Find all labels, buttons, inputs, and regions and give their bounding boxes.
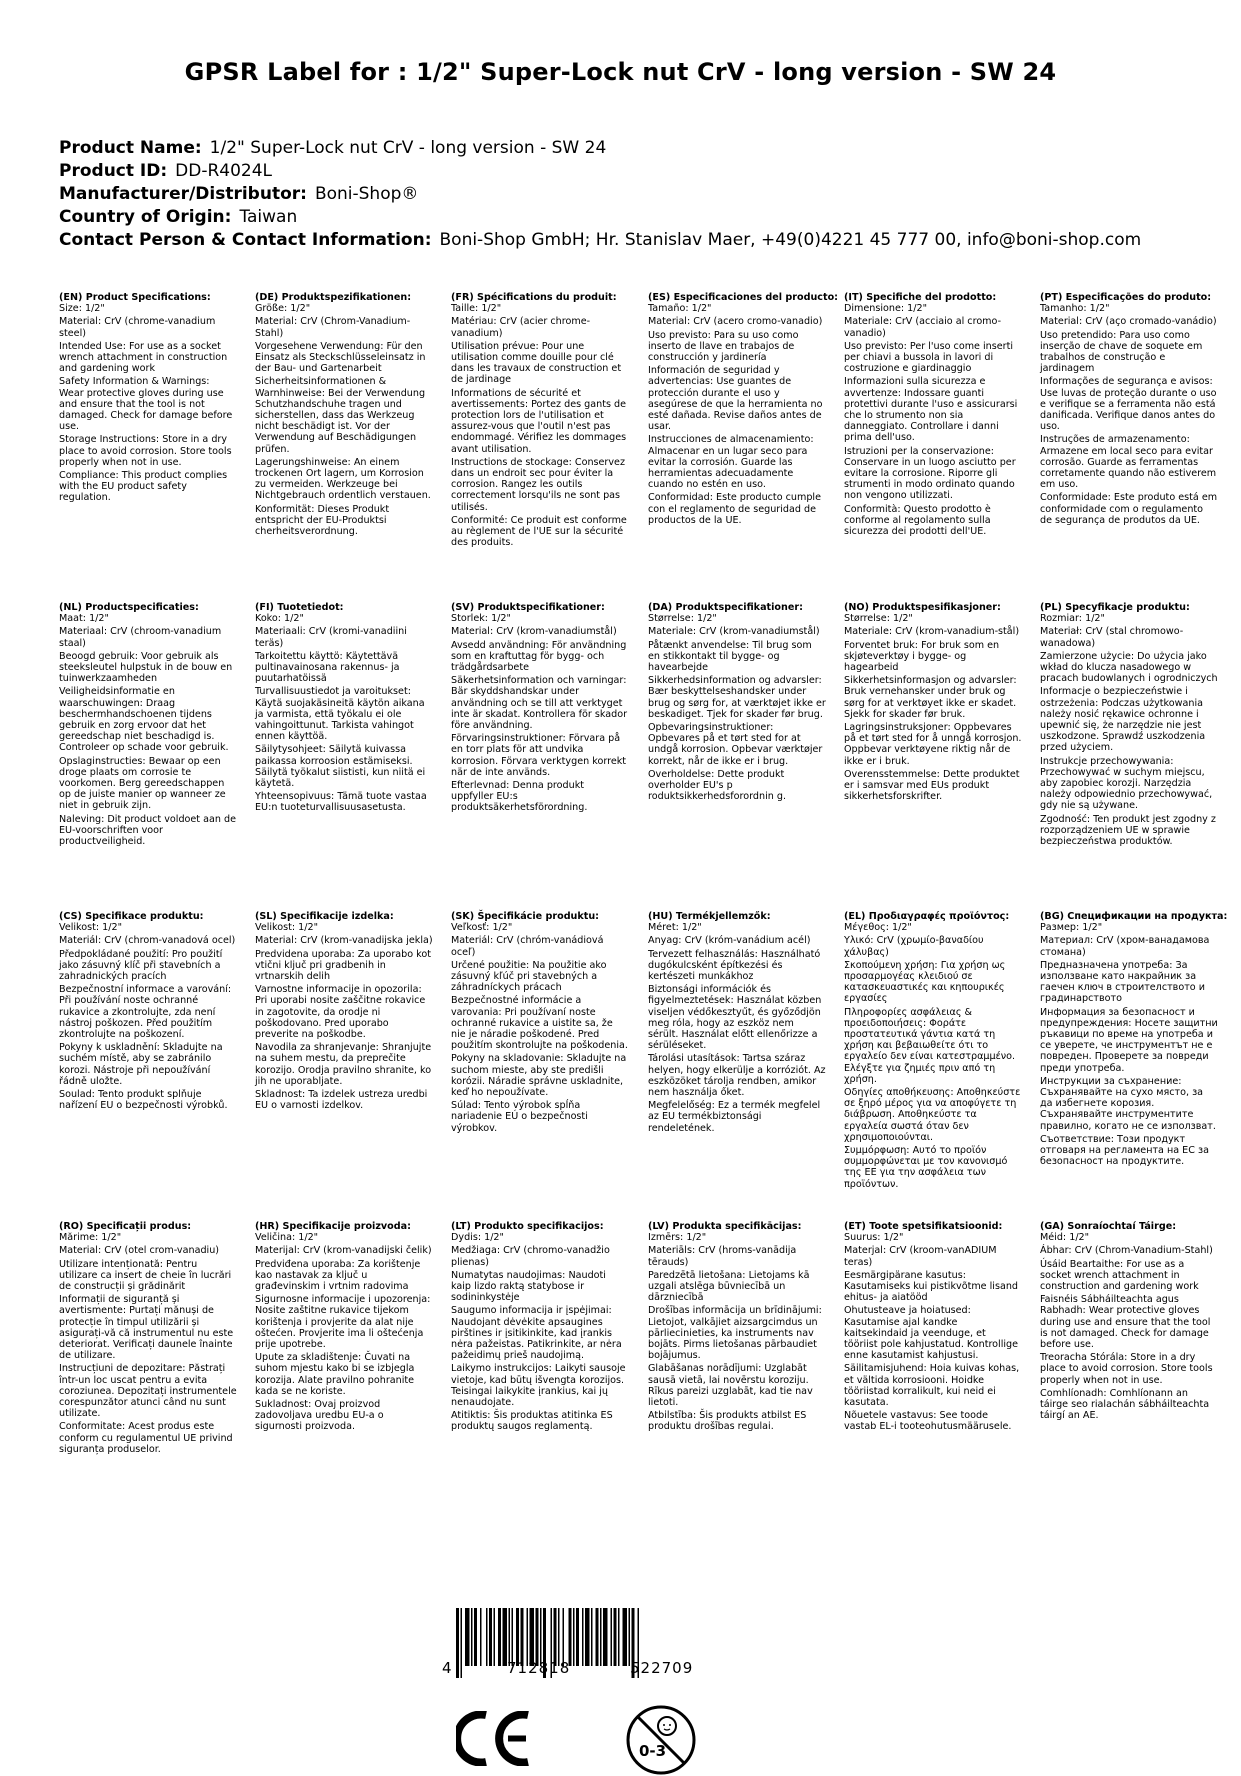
spec-line: Material: CrV (Chrom-Vanadium-Stahl) (255, 316, 411, 339)
spec-line: Intended Use: For use as a socket wrench attachment in construction and gardening work (59, 340, 228, 375)
spec-line: Material: CrV (krom-vanadijska jekla) (255, 935, 433, 947)
spec-line: Predvidena uporaba: Za uporabo kot vtični ključ pri gradbenih in vrtnarskih delih (255, 948, 432, 983)
spec-block (451, 1221, 629, 1435)
barcode-bar (540, 1608, 542, 1666)
barcode-bar (471, 1608, 473, 1666)
barcode-bar (474, 1608, 477, 1666)
spec-line: Suurus: 1/2" (844, 1232, 904, 1244)
spec-line: Instruções de armazenamento: Armazene em local seco para evitar corrosão. Guarde as ferramentas corretamente quando não estiverem em uso. (1040, 434, 1217, 491)
spec-line: Sikkerhetsinformasjon og advarsler: Bruk vernehansker under bruk og sørg for at verktøyet ikke er skadet. Sjekk for skader før bruk. (844, 675, 1017, 720)
product-id-value: DD-R4024L (175, 161, 273, 181)
spec-line: Rozmiar: 1/2" (1040, 613, 1105, 625)
spec-line: Anyag: CrV (króm-vanádium acél) (648, 935, 811, 947)
spec-line: Méret: 1/2" (648, 922, 702, 934)
barcode-bar (486, 1608, 488, 1666)
spec-line: Atitiktis: Šis produktas atitinka ES produktų saugos reglamentą. (451, 1410, 613, 1433)
spec-block-heading: (SK) Špecifikácie produktu: (451, 911, 600, 922)
spec-line: Πληροφορίες ασφάλειας & προειδοποιήσεις: Φοράτε προστατευτικά γάντια κατά τη χρήση και βεβαιωθείτε ότι το εργαλείο δεν είναι κατεστραμμένο. Ελέγξτε για ζημιές πριν από τη χρήση. (844, 1006, 1016, 1085)
spec-block (844, 1221, 1022, 1435)
spec-line: Materiaal: CrV (chroom-vanadium staal) (59, 626, 222, 649)
spec-line: Size: 1/2" (59, 303, 105, 315)
spec-line: Treoracha Stórála: Store in a dry place to avoid corrosion. Store tools properly when not in use. (1040, 1352, 1213, 1386)
spec-line: Säkerhetsinformation och varningar: Bär skyddshandskar under användning och se till att verktyget inte är skadat. Kontrollera för skador före användning. (451, 675, 628, 732)
spec-line: Efterlevnad: Denna produkt uppfyller EU:s produktsäkerhetsförordning. (451, 780, 588, 814)
barcode-bar (603, 1608, 608, 1666)
spec-block (648, 602, 826, 804)
spec-line: Veľkosť: 1/2" (451, 922, 513, 934)
barcode-icon (440, 1606, 760, 1696)
spec-line: Conformitate: Acest produs este conform cu regulamentul UE privind siguranța produselor. (59, 1421, 233, 1455)
spec-line: Informații de siguranță și avertismente: Purtați mănuși de protecție în timpul utilizării și asigurați-vă că instrumentul nu este deteriorat. Verificați daunele înainte de utilizare. (59, 1294, 234, 1362)
barcode-bar (554, 1608, 557, 1666)
spec-line: Beoogd gebruik: Voor gebruik als steeksleutel hulpstuk in de bouw en tuinwerkzaamheden (59, 650, 233, 685)
spec-block (255, 292, 433, 539)
country-value: Taiwan (239, 207, 298, 227)
spec-block (648, 1221, 826, 1435)
spec-block-heading: (DE) Produktspezifikationen: (255, 292, 412, 303)
spec-block (844, 602, 1022, 804)
barcode-bar (611, 1608, 613, 1666)
spec-block (844, 911, 1022, 1192)
spec-line: Materiale: CrV (krom-vanadium-stål) (844, 626, 1020, 638)
barcode-bar (614, 1608, 617, 1666)
barcode-bar (516, 1608, 519, 1666)
spec-line: Størrelse: 1/2" (844, 613, 913, 625)
spec-block-heading: (EL) Προδιαγραφές προϊόντος: (844, 911, 1010, 922)
barcode-bar (503, 1608, 508, 1666)
barcode-bar (489, 1608, 492, 1666)
barcode-bar (456, 1608, 459, 1678)
spec-line: Glabāšanas norādījumi: Uzglabāt sausā vietā, lai novērstu koroziju. Rīkus pareizi uzglabāt, kad tie nav lietoti. (648, 1363, 813, 1409)
spec-line: Conformità: Questo prodotto è conforme al regolamento sulla sicurezza dei prodotti dell'UE. (844, 503, 991, 538)
spec-line: Informacje o bezpieczeństwie i ostrzeżenia: Podczas użytkowania należy nosić rękawice ochronne i upewnić się, że narzędzie nie jest uszkodzone. Sprawdź uszkodzenia przed użyciem. (1040, 686, 1206, 754)
spec-line: Upute za skladištenje: Čuvati na suhom mjestu kako bi se izbjegla korozija. Alate pravilno pohranite kada se ne koriste. (255, 1352, 415, 1397)
spec-line: Съответствие: Този продукт отговаря на регламента на ЕС за безопасност на продуктите. (1040, 1133, 1209, 1168)
spec-block (1040, 1221, 1218, 1423)
spec-line: Säilitamisjuhend: Hoia kuivas kohas, et vältida korrosiooni. Hoidke tööriistad korralikult, kui neid ei kasutata. (844, 1363, 1020, 1409)
spec-line: Nõuetele vastavus: See toode vastab EL-i tooteohutusmäärusele. (844, 1410, 1012, 1433)
spec-line: Velikost: 1/2" (59, 922, 123, 934)
contact-label: Contact Person & Contact Information: (59, 230, 432, 250)
spec-line: Dydis: 1/2" (451, 1232, 504, 1244)
spec-line: Zgodność: Ten produkt jest zgodny z rozporządzeniem UE w sprawie bezpieczeństwa produktów. (1040, 813, 1216, 848)
spec-block (648, 911, 826, 1136)
spec-line: Numatytas naudojimas: Naudoti kaip lizdo raktą statybose ir sodininkystėje (451, 1269, 606, 1304)
spec-line: Navodila za shranjevanje: Shranjujte na suhem mestu, da preprečite korozijo. Orodja pravilno shranite, ko jih ne uporabljate. (255, 1042, 432, 1087)
barcode-bar (465, 1608, 470, 1666)
spec-block-heading: (LT) Produkto specifikacijos: (451, 1221, 604, 1232)
spec-line: Soulad: Tento produkt splňuje nařízení EU o bezpečnosti výrobků. (59, 1089, 228, 1112)
spec-line: Sigurnosne informacije i upozorenja: Nosite zaštitne rukavice tijekom korištenja i provjerite da alat nije oštećen. Provjerite ima li oštećenja prije upotrebe. (255, 1294, 431, 1351)
product-info (59, 137, 1141, 252)
spec-line: Forventet bruk: For bruk som en skjøteverktøy i bygge- og hagearbeid (844, 639, 1000, 674)
spec-line: Informazioni sulla sicurezza e avvertenze: Indossare guanti protettivi durante l'uso e assicurarsi che lo strumento non sia danneggiato. Controllare i danni prima dell'uso. (844, 376, 1018, 444)
barcode-bar (558, 1608, 560, 1666)
spec-line: Sicherheitsinformationen & Warnhinweise: Bei der Verwendung Schutzhandschuhe tragen und sicherstellen, dass das Werkzeug nicht beschädigt ist. Vor der Verwendung auf Beschädigungen prüfen. (255, 376, 426, 455)
spec-line: Bezpečnostné informácie a varovania: Pri používaní noste ochranné rukavice a uistite sa, že nie je náradie poškodené. Pred použitím skontrolujte na poškodenia. (451, 995, 628, 1052)
spec-line: Varnostne informacije in opozorila: Pri uporabi nosite zaščitne rokavice in zagotovite, da orodje ni poškodovano. Pred uporabo preverite na poškodbe. (255, 984, 426, 1041)
barcode-bar (623, 1608, 628, 1666)
spec-line: Instructions de stockage: Conservez dans un endroit sec pour éviter la corrosion. Rangez les outils correctement lorsqu'ils ne sont pas utilisés. (451, 456, 625, 513)
spec-line: Paredzētā lietošana: Lietojams kā uzgali atslēga būvniecībā un dārzniecībā (648, 1269, 810, 1304)
barcode-bar (536, 1608, 539, 1666)
barcode-bar (596, 1608, 599, 1666)
barcode-bar (563, 1608, 565, 1666)
spec-line: Предназначена употреба: За използване като накрайник за гаечен ключ в строителството и градинарството (1040, 959, 1205, 1005)
barcode-digits-mid: 712818 (507, 1659, 571, 1677)
spec-block (648, 292, 839, 528)
spec-line: Material: CrV (chrome-vanadium steel) (59, 316, 216, 339)
spec-line: Předpokládané použití: Pro použití jako zásuvný klíč při stavebních a zahradnických pracích (59, 948, 223, 983)
spec-block-heading: (ET) Toote spetsifikatsioonid: (844, 1221, 1003, 1232)
spec-block-heading: (FR) Spécifications du produit: (451, 292, 617, 303)
barcode-bar (576, 1608, 579, 1666)
spec-line: Určené použitie: Na použitie ako zásuvný kľúč pri stavebných a záhradníckych prácach (451, 959, 607, 994)
page-title: GPSR Label for : 1/2" Super-Lock nut CrV - long version - SW 24 (184, 58, 1057, 86)
spec-line: Material: CrV (otel crom-vanadiu) (59, 1245, 220, 1257)
spec-line: Materiāls: CrV (hroms-vanādija tērauds) (648, 1245, 797, 1268)
spec-line: Úsáid Beartaithe: For use as a socket wrench attachment in construction and gardening work (1040, 1258, 1199, 1293)
spec-line: Uso previsto: Per l'uso come inserti per chiavi a bussola in lavori di costruzione e giardinaggio (844, 340, 1014, 375)
spec-line: Conformidade: Este produto está em conformidade com o regulamento de segurança de produtos da UE. (1040, 492, 1218, 526)
spec-block (59, 911, 237, 1113)
svg-text:0-3: 0-3 (639, 1742, 667, 1760)
spec-line: Turvallisuustiedot ja varoitukset: Käytä suojakäsineitä käytön aikana ja varmista, että työkalu ei ole vahingoittunut. Tarkista vahingot ennen käyttöä. (255, 686, 425, 743)
country-label: Country of Origin: (59, 207, 232, 227)
spec-line: Tamaño: 1/2" (648, 303, 712, 315)
spec-line: Pokyny k uskladnění: Skladujte na suchém místě, aby se zabránilo korozi. Nástroje při nepoužívání řádně uložte. (59, 1042, 223, 1087)
spec-block-heading: (SV) Produktspecifikationer: (451, 602, 605, 613)
spec-line: Matériau: CrV (acier chrome-vanadium) (451, 316, 591, 339)
spec-line: Megfelelőség: Ez a termék megfelel az EU termékbiztonsági rendeletének. (648, 1100, 821, 1134)
spec-line: Utilizare intenționată: Pentru utilizare ca insert de cheie în lucrări de construcții și grădinărit (59, 1258, 232, 1293)
barcode-bar (618, 1608, 620, 1666)
spec-block-heading: (SL) Specifikacije izdelka: (255, 911, 394, 922)
ce-mark-icon (456, 1711, 536, 1766)
spec-line: Bezpečnostní informace a varování: Při používání noste ochranné rukavice a zkontrolujte, zda není nástroj poškozen. Před použitím zkontrolujte na poškození. (59, 984, 232, 1041)
spec-line: Ábhar: CrV (Chrom-Vanadium-Stahl) (1040, 1245, 1213, 1257)
spec-line: Materiaali: CrV (kromi-vanadiini teräs) (255, 626, 407, 649)
spec-line: Instrukcje przechowywania: Przechowywać w suchym miejscu, aby zapobiec korozji. Narzędzia należy odpowiednio przechowywać, gdy nie są używane. (1040, 755, 1213, 812)
barcode-bar (591, 1608, 593, 1666)
spec-line: Koko: 1/2" (255, 613, 304, 625)
spec-block (1040, 292, 1218, 528)
barcode-bar (512, 1608, 514, 1666)
spec-block-heading: (LV) Produkta specifikācijas: (648, 1221, 802, 1232)
spec-line: Atbilstība: Šis produkts atbilst ES produktu drošības regulai. (648, 1410, 807, 1433)
spec-block (59, 1221, 237, 1457)
barcode-bar (582, 1608, 584, 1666)
spec-line: Uso pretendido: Para uso como inserção de chave de soquete em trabalhos de construção e jardinagem (1040, 329, 1203, 375)
spec-block (255, 1221, 433, 1435)
product-id-label: Product ID: (59, 161, 168, 181)
spec-line: Vorgesehene Verwendung: Für den Einsatz als Steckschlüsseleinsatz in der Bau- und Gartenarbeit (255, 340, 426, 375)
spec-line: Информация за безопасност и предупреждения: Носете защитни ръкавици по време на употреба и се уверете, че инструментът не е повреден. Проверете за повреди преди употреба. (1040, 1006, 1218, 1074)
spec-line: Pokyny na skladovanie: Skladujte na suchom mieste, aby ste predišli korózii. Náradie správne uskladnite, keď ho nepoužívate. (451, 1053, 627, 1099)
barcode-bar (494, 1608, 496, 1666)
barcode-bar (527, 1608, 529, 1666)
barcode-bar (629, 1608, 631, 1666)
spec-block (59, 292, 237, 506)
spec-block (255, 602, 433, 816)
barcode-digit-left: 4 (442, 1659, 452, 1677)
spec-block (451, 292, 629, 550)
spec-line: Informações de segurança e avisos: Use luvas de proteção durante o uso e verifique se a ferramenta não está danificada. Verifique danos antes do uso. (1040, 376, 1217, 433)
spec-line: Veiligheidsinformatie en waarschuwingen: Draag beschermhandschoenen tijdens gebruik en zorg ervoor dat het gereedschap niet beschadigd is. Controleer op schade voor gebruik. (59, 686, 229, 754)
spec-line: Zamierzone użycie: Do użycia jako wkład do klucza nasadowego w pracach budowlanych i ogrodniczych (1040, 650, 1218, 685)
spec-line: Skladnost: Ta izdelek ustreza uredbi EU o varnosti izdelkov. (255, 1089, 428, 1112)
spec-line: Dimensione: 1/2" (844, 303, 928, 315)
spec-line: Инструкции за съхранение: Съхранявайте на сухо място, за да избегнете корозия. Съхранявайте инструментите правилно, когато не се използват. (1040, 1075, 1216, 1132)
spec-line: Overensstemmelse: Dette produktet er i samsvar med EUs produkt sikkerhetsforskrifter. (844, 768, 1020, 803)
spec-line: Sukladnost: Ovaj proizvod zadovoljava uredbu EU-a o sigurnosti proizvoda. (255, 1399, 384, 1433)
spec-block-heading: (EN) Product Specifications: (59, 292, 211, 303)
spec-block (844, 292, 1022, 539)
spec-block-heading: (HU) Termékjellemzők: (648, 911, 771, 922)
barcode-bar (461, 1608, 463, 1678)
spec-line: Sikkerhedsinformation og advarsler: Bær beskyttelseshandsker under brug og sørg for, at værktøjet ikke er beskadiget. Tjek for skader før brug. (648, 675, 826, 720)
spec-line: Información de seguridad y advertencias: Use guantes de protección durante el uso y asegúrese de que la herramienta no esté dañada. Revise daños antes de usar. (648, 365, 823, 433)
spec-block-heading: (RO) Specificații produs: (59, 1221, 192, 1232)
spec-line: Размер: 1/2" (1040, 922, 1103, 934)
spec-line: Medžiaga: CrV (chromo-vanadžio plienas) (451, 1245, 610, 1268)
barcode-bar (480, 1608, 482, 1666)
spec-line: Overholdelse: Dette produkt overholder EU's p roduktsikkerhedsforordnin g. (648, 768, 787, 803)
spec-line: Storage Instructions: Store in a dry place to avoid corrosion. Store tools properly when not in use. (59, 434, 232, 468)
spec-line: Faisnéis Sábháilteachta agus Rabhadh: Wear protective gloves during use and ensure that the tool is not damaged. Check for damage before use. (1040, 1294, 1211, 1351)
spec-line: Safety Information & Warnings: Wear protective gloves during use and ensure that the tool is not damaged. Check for damage before use. (59, 376, 233, 433)
spec-block (1040, 911, 1228, 1169)
spec-line: Tamanho: 1/2" (1040, 303, 1110, 315)
spec-line: Materjal: CrV (kroom-vanADIUM teras) (844, 1245, 997, 1268)
barcode-bar (600, 1608, 602, 1666)
spec-line: Materiál: CrV (chrom-vanadová ocel) (59, 935, 236, 947)
spec-block-heading: (BG) Спецификации на продукта: (1040, 911, 1228, 922)
spec-line: Yhteensopivuus: Tämä tuote vastaa EU:n tuoteturvallisuusasetusta. (255, 791, 427, 814)
spec-line: Tarkoitettu käyttö: Käytettävä pultinavainosana rakennus- ja puutarhatöissä (255, 650, 400, 685)
spec-line: Materiał: CrV (stal chromowo-wanadowa) (1040, 626, 1184, 649)
spec-line: Tervezett felhasználás: Használható dugókulcsként építkezési és kertészeti munkákhoz (648, 948, 821, 983)
barcode-bar (521, 1608, 524, 1666)
spec-line: Material: CrV (krom-vanadiumstål) (451, 626, 617, 638)
country-row (59, 206, 1141, 229)
spec-line: Conformité: Ce produit est conforme au règlement de l'UE sur la sécurité des produits. (451, 514, 627, 549)
spec-line: Konformität: Dieses Produkt entspricht der EU-Produktsi cherheitsverordnung. (255, 503, 390, 538)
spec-block-heading: (PL) Specyfikacje produktu: (1040, 602, 1190, 613)
spec-line: Uso previsto: Para su uso como inserto de llave en trabajos de construcción y jardinería (648, 329, 799, 364)
spec-line: Größe: 1/2" (255, 303, 311, 315)
manufacturer-value: Boni-Shop® (314, 184, 419, 204)
spec-block-heading: (ES) Especificaciones del producto: (648, 292, 839, 303)
spec-line: Lagerungshinweise: An einem trockenen Ort lagern, um Korrosion zu vermeiden. Werkzeuge bei Nichtgebrauch ordentlich verstauen. (255, 456, 431, 502)
spec-line: Størrelse: 1/2" (648, 613, 717, 625)
spec-block-heading: (PT) Especificações do produto: (1040, 292, 1212, 303)
manufacturer-label: Manufacturer/Distributor: (59, 184, 307, 204)
spec-block-heading: (IT) Specifiche del prodotto: (844, 292, 997, 303)
spec-line: Súlad: Tento výrobok spĺňa nariadenie EÚ o bezpečnosti výrobkov. (451, 1100, 588, 1134)
spec-line: Materiál: CrV (chróm-vanádiová oceľ) (451, 935, 604, 958)
spec-line: Σκοπούμενη χρήση: Για χρήση ως προσαρμογέας κλειδιού σε κατασκευαστικές και κηπουρικές εργασίες (844, 959, 1006, 1005)
spec-line: Naleving: Dit product voldoet aan de EU-voorschriften voor productveiligheid. (59, 813, 236, 848)
spec-block-heading: (DA) Produktspecifikationer: (648, 602, 803, 613)
spec-line: Materiale: CrV (acciaio al cromo-vanadio) (844, 316, 1002, 339)
barcode-bar (498, 1608, 501, 1666)
spec-line: Material: CrV (aço cromado-vanádio) (1040, 316, 1217, 328)
spec-line: Taille: 1/2" (451, 303, 502, 315)
spec-line: Lagringsinstruksjoner: Oppbevares på et tørt sted for å unngå korrosjon. Oppbevar verktøyene riktig når de ikke er i bruk. (844, 722, 1022, 767)
spec-line: Drošības informācija un brīdinājumi: Lietojot, valkājiet aizsargcimdus un pārliecinieties, ka instruments nav bojāts. Pirms lietošanas pārbaudiet bojājumus. (648, 1305, 822, 1362)
spec-block (451, 602, 629, 816)
manufacturer-row (59, 183, 1141, 206)
spec-line: Saugumo informacija ir įspėjimai: Naudojant dėvėkite apsaugines pirštines ir įsitikinkite, kad įrankis nėra pažeistas. Patikrinkite, ar nėra pažeidimų prieš naudojimą. (451, 1305, 622, 1362)
product-name-label: Product Name: (59, 138, 202, 158)
spec-line: Förvaringsinstruktioner: Förvara på en torr plats för att undvika korrosion. Förvara verktygen korrekt när de inte används. (451, 733, 627, 778)
spec-line: Méid: 1/2" (1040, 1232, 1090, 1244)
spec-line: Instrucțiuni de depozitare: Păstrați într-un loc uscat pentru a evita coroziunea. Depozitați instrumentele corespunzător atunci când nu sunt utilizate. (59, 1363, 237, 1420)
spec-line: Comhlíonadh: Comhlíonann an táirge seo rialachán sábháilteachta táirgí an AE. (1040, 1387, 1210, 1422)
spec-block (59, 602, 237, 849)
contact-value: Boni-Shop GmbH; Hr. Stanislav Maer, +49(0)4221 45 777 00, info@boni-shop.com (439, 230, 1142, 250)
barcode-bar (569, 1608, 572, 1666)
spec-line: Opbevaringsinstruktioner: Opbevares på et tørt sted for at undgå korrosion. Opbevar værktøjer korrekt, når de ikke er i brug. (648, 722, 823, 767)
product-name-value: 1/2" Super-Lock nut CrV - long version - SW 24 (209, 138, 607, 158)
spec-line: Predviđena uporaba: Za korištenje kao nastavak za ključ u građevinskim i vrtnim radovima (255, 1258, 421, 1293)
spec-line: Material: CrV (acero cromo-vanadio) (648, 316, 823, 328)
spec-block-heading: (FI) Tuotetiedot: (255, 602, 344, 613)
spec-line: Eesmärgipärane kasutus: Kasutamiseks kui pistikvõtme lisand ehitus- ja aiatööd (844, 1269, 1019, 1304)
spec-block (451, 911, 629, 1136)
spec-line: Οδηγίες αποθήκευσης: Αποθηκεύστε σε ξηρό μέρος για να αποφύγετε τη διάβρωση. Αποθηκεύστε τα εργαλεία σωστά όταν δεν χρησιμοποιούνται. (844, 1087, 1021, 1143)
spec-line: Velikost: 1/2" (255, 922, 319, 934)
spec-line: Informations de sécurité et avertissements: Portez des gants de protection lors de l'utilisation et assurez-vous que l'outil n'est pas endommagé. Vérifiez les dommages avant utilisation. (451, 387, 627, 455)
spec-block-heading: (HR) Specifikacije proizvoda: (255, 1221, 411, 1232)
spec-block-heading: (NO) Produktspesifikasjoner: (844, 602, 1001, 613)
spec-line: Påtænkt anvendelse: Til brug som en stikkontakt til bygge- og havearbejde (648, 639, 812, 674)
spec-line: Mărime: 1/2" (59, 1232, 122, 1244)
spec-line: Laikymo instrukcijos: Laikyti sausoje vietoje, kad būtų išvengta korozijos. Teisingai laikykite įrankius, kai jų nenaudojate. (451, 1363, 626, 1409)
barcode-bar (573, 1608, 575, 1666)
contact-row (59, 229, 1141, 252)
spec-line: Maat: 1/2" (59, 613, 109, 625)
age-warning-icon (625, 1704, 697, 1776)
spec-line: Materijal: CrV (krom-vanadijski čelik) (255, 1245, 432, 1257)
barcode-bar (530, 1608, 535, 1666)
product-name-row (59, 137, 1141, 160)
spec-line: Ohutusteave ja hoiatused: Kasutamise ajal kandke kaitsekindaid ja veenduge, et tööriist pole kahjustatud. Kontrollige enne kasutamist kahjustusi. (844, 1305, 1019, 1362)
barcode-bar (509, 1608, 511, 1666)
spec-line: Υλικό: CrV (χρωμίο-βαναδίου χάλυβας) (844, 935, 984, 958)
spec-block-heading: (CS) Specifikace produktu: (59, 911, 204, 922)
spec-block (255, 911, 433, 1113)
spec-line: Avsedd användning: För användning som en kraftuttag för bygg- och trädgårdsarbete (451, 639, 627, 674)
spec-line: Izmērs: 1/2" (648, 1232, 707, 1244)
barcode-bar (585, 1608, 590, 1666)
spec-line: Säilytysohjeet: Säilytä kuivassa paikassa korroosion estämiseksi. Säilytä työkalut siististi, kun niitä ei käytetä. (255, 744, 426, 790)
spec-line: Storlek: 1/2" (451, 613, 511, 625)
spec-line: Instrucciones de almacenamiento: Almacenar en un lugar seco para evitar la corrosión. Guarde las herramientas adecuadamente cuando no estén en uso. (648, 434, 814, 491)
spec-line: Μέγεθος: 1/2" (844, 922, 912, 934)
spec-line: Συμμόρφωση: Αυτό το προϊόν συμμορφώνεται με τον κανονισμό της ΕΕ για την ασφάλεια των προϊόντων. (844, 1145, 1008, 1190)
spec-line: Veličina: 1/2" (255, 1232, 319, 1244)
barcode-digits-right: 522709 (630, 1659, 694, 1677)
spec-line: Opslaginstructies: Bewaar op een droge plaats om corrosie te voorkomen. Berg gereedschappen op de juiste manier op wanneer ze niet in gebruik zijn. (59, 755, 226, 812)
spec-block-heading: (NL) Productspecificaties: (59, 602, 199, 613)
spec-line: Conformidad: Este producto cumple con el reglamento de seguridad de productos de la UE. (648, 492, 821, 526)
product-id-row (59, 160, 1141, 183)
spec-line: Tárolási utasítások: Tartsa száraz helyen, hogy elkerülje a korróziót. Az eszközöket tárolja rendben, amikor nem használja őket. (648, 1053, 826, 1099)
spec-line: Compliance: This product complies with the EU product safety regulation. (59, 470, 228, 504)
spec-line: Материал: CrV (хром-ванадамова стомана) (1040, 935, 1210, 958)
spec-block (1040, 602, 1218, 849)
spec-block-heading: (GA) Sonraíochtaí Táirge: (1040, 1221, 1177, 1232)
spec-line: Materiale: CrV (krom-vanadiumstål) (648, 626, 820, 638)
spec-line: Biztonsági információk és figyelmeztetések: Használat közben viseljen védőkesztyűt, és győződjön meg róla, hogy az eszköz nem sérült. Használat előtt ellenőrizze a sérüléseket. (648, 984, 822, 1052)
spec-line: Istruzioni per la conservazione: Conservare in un luogo asciutto per evitare la corrosione. Riporre gli strumenti in modo ordinato quando non vengono utilizzati. (844, 445, 1016, 502)
spec-line: Utilisation prévue: Pour une utilisation comme douille pour clé dans les travaux de construction et de jardinage (451, 340, 622, 386)
